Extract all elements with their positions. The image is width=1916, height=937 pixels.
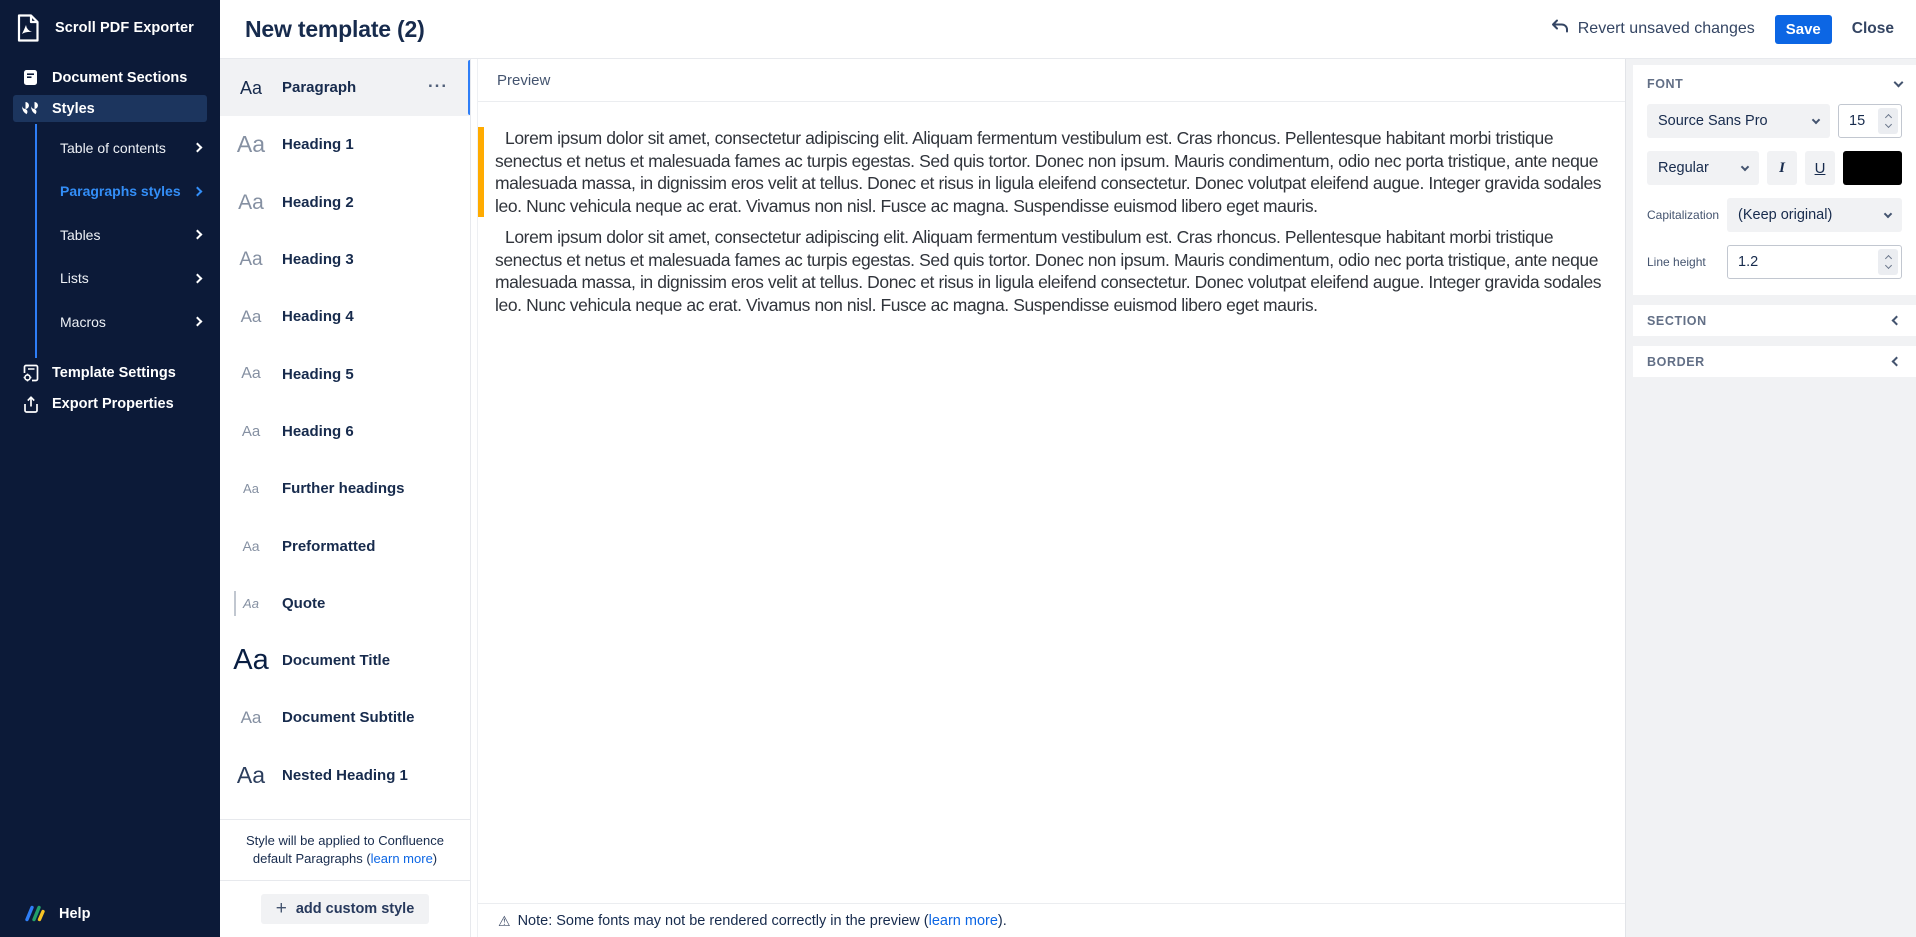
chevron-down-icon (1894, 78, 1904, 88)
sidebar-subitem-label: Paragraphs styles (60, 183, 181, 200)
style-sample-wrap (220, 761, 282, 788)
capitalization-value: (Keep original) (1738, 207, 1833, 223)
styles-list (220, 59, 470, 819)
style-sample-wrap (220, 591, 282, 616)
style-sample-wrap (220, 366, 282, 382)
app-title: Scroll PDF Exporter (55, 19, 194, 36)
font-section-card (1633, 65, 1916, 295)
chevron-left-icon (1892, 357, 1902, 367)
line-height-value: 1.2 (1738, 254, 1759, 270)
font-size-input[interactable] (1838, 104, 1902, 138)
style-preview-sample: Aa (242, 538, 260, 555)
footnote-text: ) (432, 850, 438, 866)
learn-more-link[interactable]: learn more (370, 850, 433, 866)
style-list-item-h1[interactable] (220, 116, 470, 173)
sidebar-subitem-label: Tables (60, 226, 101, 243)
revert-unsaved-changes-button[interactable] (1550, 19, 1755, 39)
warning-icon: ⚠ (498, 912, 511, 929)
style-sample-wrap (220, 482, 282, 495)
style-item-label: Nested Heading 1 (282, 766, 408, 784)
preview-footer-note (478, 903, 1625, 937)
section-section-title: SECTION (1647, 313, 1707, 328)
style-preview-sample: Aa (233, 644, 269, 677)
preview-panel (477, 59, 1625, 937)
chevron-left-icon (1892, 316, 1902, 326)
style-item-label: Heading 2 (282, 193, 354, 211)
style-preview-sample: Aa (241, 422, 261, 440)
sidebar-item-label: Template Settings (52, 365, 176, 381)
add-style-bar (220, 880, 470, 937)
style-item-label: Document Title (282, 652, 391, 670)
preview-paragraph: Lorem ipsum dolor sit amet, consectetur adipiscing elit. Aliquam fermentum vestibulum est. Cras rhoncus. Pellentesque habitant morbi tristique senectus et netus et malesuada fames ac turpis egestas. Sed quis tortor. Donec non ipsum. Mauris condimentum, odio nec porta tristique, ante neque malesuada massa, in dignissim eros velit at tellus. Donec et risus in ligula eleifend consectetur. Donec volutpat eleifend augue. Integer gravida sodales leo. Nunc vehicula neque ac erat. Vivamus non nisl. Fusce ac magna. Suspendisse euismod libero eget mauris. (495, 227, 1602, 315)
font-family-value: Source Sans Pro (1658, 113, 1768, 129)
style-list-item-h6[interactable] (220, 403, 470, 460)
style-list-item-further[interactable] (220, 460, 470, 517)
close-button[interactable]: Close (1851, 20, 1894, 37)
font-weight-select[interactable] (1647, 151, 1759, 185)
line-height-input[interactable] (1727, 245, 1902, 279)
sidebar-subitem-paragraphs-styles[interactable] (37, 170, 220, 214)
style-preview-sample: Aa (241, 365, 261, 383)
font-weight-value: Regular (1658, 160, 1709, 176)
chevron-right-icon (193, 186, 203, 196)
k15t-logo-icon (24, 905, 46, 922)
style-list-item-h3[interactable] (220, 231, 470, 288)
sidebar-item-template-settings[interactable] (13, 360, 207, 387)
sidebar-item-document-sections[interactable] (13, 64, 207, 91)
style-preview-sample: Aa (239, 249, 263, 271)
document-sections-icon (22, 69, 39, 86)
sidebar-subitem-tables[interactable] (37, 213, 220, 257)
style-sample-wrap (220, 646, 282, 675)
app-logo-row (0, 0, 220, 50)
add-custom-style-label: add custom style (295, 901, 415, 917)
font-family-select[interactable] (1647, 104, 1830, 138)
sidebar-item-export-properties[interactable] (13, 391, 207, 418)
chevron-right-icon (193, 317, 203, 327)
sidebar-item-label: Styles (52, 100, 95, 117)
page-title: New template (2) (245, 15, 425, 42)
style-list-item-quote[interactable] (220, 575, 470, 632)
style-preview-sample: Aa (240, 307, 262, 327)
stepper-icon[interactable] (1878, 108, 1898, 134)
style-list-item-docsub[interactable] (220, 689, 470, 746)
style-item-label: Heading 6 (282, 422, 354, 440)
save-button[interactable]: Save (1775, 15, 1832, 44)
preview-paragraph: Lorem ipsum dolor sit amet, consectetur adipiscing elit. Aliquam fermentum vestibulum est. Cras rhoncus. Pellentesque habitant morbi tristique senectus et netus et malesuada fames ac turpis egestas. Sed quis tortor. Donec non ipsum. Mauris condimentum, odio nec porta tristique, ante neque malesuada massa, in dignissim eros velit at tellus. Donec et risus in ligula eleifend consectetur. Donec volutpat eleifend augue. Integer gravida sodales leo. Nunc vehicula neque ac erat. Vivamus non nisl. Fusce ac magna. Suspendisse euismod libero eget mauris. (478, 127, 1611, 217)
sidebar (0, 0, 220, 937)
sidebar-subitem-table-of-contents[interactable] (37, 126, 220, 170)
style-preview-sample: Aa (243, 481, 259, 497)
styles-subnav (35, 124, 220, 358)
style-list-item-paragraph[interactable] (220, 59, 470, 116)
font-color-swatch[interactable] (1843, 151, 1902, 185)
template-settings-icon (22, 364, 39, 382)
style-sample-wrap (220, 133, 282, 156)
stepper-icon[interactable] (1878, 249, 1898, 275)
style-list-item-pre[interactable] (220, 517, 470, 574)
footnote-text: Style will be applied to Confluence default Paragraphs ( (245, 832, 444, 866)
style-preview-sample: Aa (236, 761, 266, 788)
border-section-title: BORDER (1647, 354, 1705, 369)
chevron-down-icon (1812, 115, 1820, 123)
style-preview-sample: Aa (236, 131, 266, 158)
learn-more-link[interactable]: learn more (928, 912, 998, 929)
chevron-right-icon (193, 143, 203, 153)
chevron-down-icon (1741, 162, 1749, 170)
style-preview-sample: Aa (240, 708, 262, 728)
undo-icon (1550, 19, 1569, 39)
sidebar-subitem-label: Table of contents (60, 139, 166, 156)
style-sample-wrap (220, 424, 282, 439)
sidebar-item-help[interactable] (0, 891, 220, 937)
styles-list-panel (220, 59, 471, 937)
revert-label: Revert unsaved changes (1577, 20, 1755, 37)
style-item-label: Heading 1 (282, 136, 354, 154)
sidebar-subitem-lists[interactable] (37, 257, 220, 301)
style-preview-sample: Aa (239, 77, 263, 98)
style-sample-wrap (220, 192, 282, 213)
preview-body (478, 102, 1625, 903)
selected-indicator-bar (468, 60, 470, 115)
chevron-right-icon (193, 273, 203, 283)
chevron-down-icon (1884, 209, 1892, 217)
help-label: Help (59, 905, 91, 922)
style-item-label: Paragraph (282, 79, 357, 97)
sidebar-item-styles[interactable] (13, 95, 207, 122)
style-list-item-nested[interactable] (220, 747, 470, 804)
add-custom-style-button[interactable] (261, 894, 430, 924)
preview-note-text: Note: Some fonts may not be rendered correctly in the preview (learn more). (517, 912, 1007, 929)
style-inspector-panel (1625, 59, 1916, 937)
capitalization-label: Capitalization (1647, 208, 1720, 222)
style-sample-wrap (220, 250, 282, 269)
style-item-label: Heading 4 (282, 308, 354, 326)
export-upload-icon (22, 396, 39, 413)
sidebar-subitem-macros[interactable] (37, 300, 220, 344)
sidebar-subitem-label: Lists (60, 270, 89, 287)
style-item-label: Heading 3 (282, 251, 354, 269)
style-item-label: Preformatted (282, 537, 376, 555)
style-item-label: Heading 5 (282, 365, 354, 383)
style-list-item-h2[interactable] (220, 174, 470, 231)
style-item-label: Document Subtitle (282, 709, 415, 727)
header-bar (220, 0, 1916, 59)
chevron-right-icon (193, 230, 203, 240)
style-sample-wrap (220, 539, 282, 553)
pdf-document-icon (13, 13, 43, 43)
style-list-item-h4[interactable] (220, 288, 470, 345)
plus-icon: + (275, 898, 287, 919)
style-sample-wrap (220, 79, 282, 97)
font-section-header[interactable] (1647, 77, 1902, 91)
style-list-item-doctitle[interactable] (220, 632, 470, 689)
style-list-item-h5[interactable] (220, 345, 470, 402)
style-item-label: Quote (282, 594, 326, 612)
style-item-label: Further headings (282, 480, 405, 498)
style-preview-sample: Aa (234, 591, 259, 616)
style-sample-wrap (220, 709, 282, 726)
capitalization-select[interactable] (1727, 198, 1902, 232)
preview-title: Preview (497, 71, 551, 89)
section-section-header[interactable] (1633, 305, 1916, 336)
sidebar-subitem-label: Macros (60, 313, 106, 330)
underline-button[interactable]: U (1805, 151, 1835, 185)
styles-footnote (220, 819, 470, 880)
style-preview-sample: Aa (238, 190, 264, 214)
line-height-label: Line height (1647, 255, 1706, 269)
sidebar-item-label: Document Sections (52, 69, 188, 86)
border-section-header[interactable] (1633, 346, 1916, 377)
quote-icon (22, 102, 39, 115)
sidebar-item-label: Export Properties (52, 396, 174, 412)
style-sample-wrap (220, 308, 282, 325)
preview-header (478, 59, 1625, 102)
font-size-value: 15 (1849, 113, 1866, 129)
font-section-title: FONT (1647, 77, 1684, 91)
more-options-icon[interactable]: ··· (428, 76, 448, 96)
italic-button[interactable]: I (1767, 151, 1797, 185)
